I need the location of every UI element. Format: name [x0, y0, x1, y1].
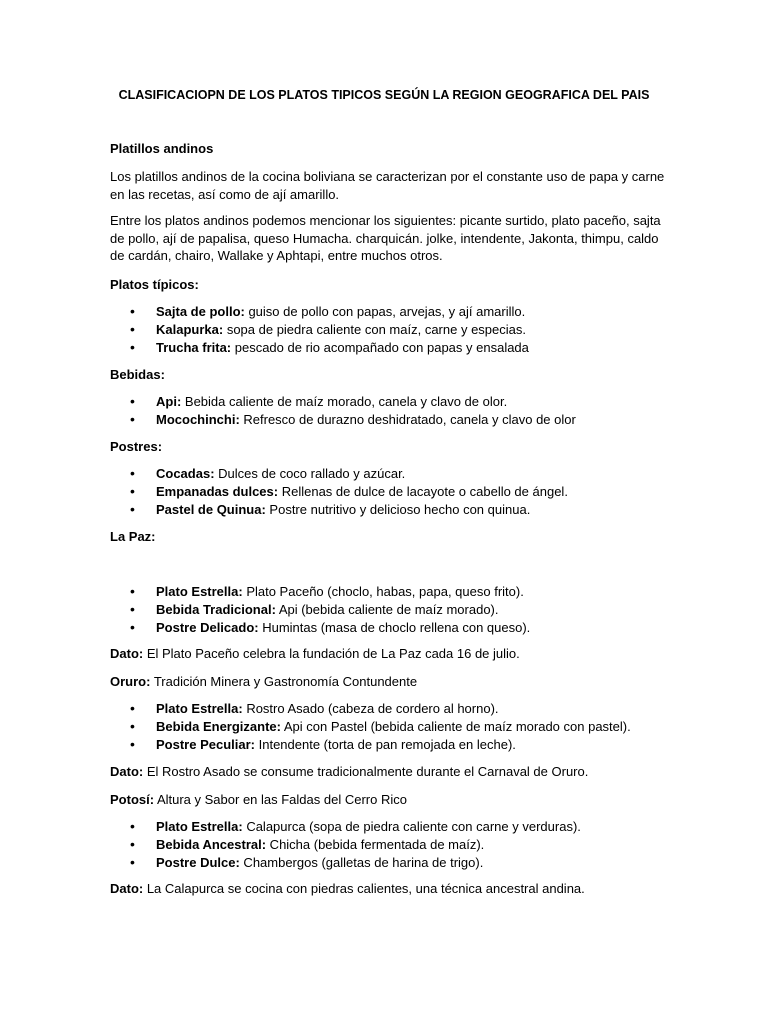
list-item — [110, 411, 670, 429]
paragraph-andinos-list: Entre los platos andinos podemos mencionar los siguientes: picante surtido, plato paceño, sajta de pollo, ají de papalisa, queso Humacha. charquicán. jolke, intendente, Jakonta, thimpu, caldo de cardán, chairo, Wallake y Aphtapi, entre muchos otros. — [110, 213, 661, 263]
dato-label: Dato: — [110, 881, 144, 896]
section-heading-potosi — [110, 791, 670, 809]
item-text: Plato Paceño (choclo, habas, papa, queso frito). — [242, 584, 524, 599]
bullet-icon: • — [130, 700, 135, 716]
item-term: Postre Peculiar: — [156, 737, 255, 752]
bullet-icon: • — [130, 619, 135, 635]
dato-label: Dato: — [110, 646, 144, 661]
item-text: guiso de pollo con papas, arvejas, y ají amarillo. — [244, 304, 526, 319]
list-item — [110, 393, 670, 411]
item-term: Plato Estrella: — [156, 584, 243, 599]
region-name: Oruro: — [110, 674, 151, 689]
item-term: Bebida Tradicional: — [156, 602, 276, 617]
item-text: Chicha (bebida fermentada de maíz). — [266, 837, 485, 852]
platos-list — [110, 303, 670, 357]
list-item — [110, 601, 670, 619]
postres-list — [110, 465, 670, 519]
list-item — [110, 465, 670, 483]
item-term: Plato Estrella: — [156, 701, 243, 716]
section-heading-oruro — [110, 673, 670, 691]
bullet-icon: • — [130, 501, 135, 517]
list-item — [110, 736, 670, 754]
potosi-list — [110, 818, 670, 872]
item-term: Cocadas: — [156, 466, 215, 481]
dato-text: El Plato Paceño celebra la fundación de La Paz cada 16 de julio. — [143, 646, 520, 661]
section-heading-platos: Platos típicos: — [110, 277, 199, 292]
item-term: Api: — [156, 394, 182, 409]
section-heading-postres: Postres: — [110, 439, 163, 454]
region-name: Potosí: — [110, 792, 155, 807]
item-text: Rostro Asado (cabeza de cordero al horno). — [242, 701, 499, 716]
item-text: Refresco de durazno deshidratado, canela y clavo de olor — [239, 412, 576, 427]
list-item — [110, 321, 670, 339]
bullet-icon: • — [130, 303, 135, 319]
item-text: pescado de rio acompañado con papas y ensalada — [231, 340, 529, 355]
bullet-icon: • — [130, 836, 135, 852]
bullet-icon: • — [130, 718, 135, 734]
bullet-icon: • — [130, 601, 135, 617]
item-text: Calapurca (sopa de piedra caliente con carne y verduras). — [242, 819, 581, 834]
item-term: Mocochinchi: — [156, 412, 240, 427]
bebidas-list — [110, 393, 670, 429]
list-item — [110, 501, 670, 519]
item-term: Trucha frita: — [156, 340, 232, 355]
paragraph-andinos-intro: Los platillos andinos de la cocina boliviana se caracterizan por el constante uso de papa y carne en las recetas, así como de ají amarillo. — [110, 169, 665, 202]
bullet-icon: • — [130, 393, 135, 409]
oruro-list — [110, 700, 670, 754]
bullet-icon: • — [130, 321, 135, 337]
dato-label: Dato: — [110, 764, 144, 779]
item-text: Api con Pastel (bebida caliente de maíz morado con pastel). — [280, 719, 631, 734]
dato-text: El Rostro Asado se consume tradicionalmente durante el Carnaval de Oruro. — [143, 764, 589, 779]
list-item — [110, 818, 670, 836]
item-term: Bebida Ancestral: — [156, 837, 267, 852]
item-text: Rellenas de dulce de lacayote o cabello de ángel. — [278, 484, 568, 499]
dato-text: La Calapurca se cocina con piedras calientes, una técnica ancestral andina. — [143, 881, 585, 896]
list-item — [110, 483, 670, 501]
region-subtitle: Altura y Sabor en las Faldas del Cerro Rico — [154, 792, 407, 807]
item-term: Kalapurka: — [156, 322, 224, 337]
list-item — [110, 700, 670, 718]
bullet-icon: • — [130, 736, 135, 752]
item-text: Dulces de coco rallado y azúcar. — [214, 466, 406, 481]
section-heading-bebidas: Bebidas: — [110, 367, 165, 382]
list-item — [110, 836, 670, 854]
item-term: Sajta de pollo: — [156, 304, 245, 319]
bullet-icon: • — [130, 411, 135, 427]
section-heading-la-paz: La Paz: — [110, 529, 156, 544]
bullet-icon: • — [130, 583, 135, 599]
bullet-icon: • — [130, 339, 135, 355]
oruro-dato — [110, 763, 670, 781]
item-text: Humintas (masa de choclo rellena con queso). — [258, 620, 531, 635]
bullet-icon: • — [130, 465, 135, 481]
item-text: Chambergos (galletas de harina de trigo). — [239, 855, 484, 870]
item-text: Postre nutritivo y delicioso hecho con quinua. — [265, 502, 531, 517]
list-item — [110, 303, 670, 321]
item-text: sopa de piedra caliente con maíz, carne y especias. — [223, 322, 526, 337]
item-term: Postre Dulce: — [156, 855, 240, 870]
item-term: Postre Delicado: — [156, 620, 259, 635]
list-item — [110, 339, 670, 357]
item-term: Plato Estrella: — [156, 819, 243, 834]
item-term: Empanadas dulces: — [156, 484, 279, 499]
list-item — [110, 854, 670, 872]
document-title: CLASIFICACIOPN DE LOS PLATOS TIPICOS SEGÚN LA REGION GEOGRAFICA DEL PAIS — [118, 88, 650, 102]
list-item — [110, 583, 670, 601]
item-text: Intendente (torta de pan remojada en leche). — [255, 737, 516, 752]
item-text: Api (bebida caliente de maíz morado). — [275, 602, 499, 617]
potosi-dato — [110, 880, 670, 898]
bullet-icon: • — [130, 854, 135, 870]
list-item — [110, 619, 670, 637]
item-text: Bebida caliente de maíz morado, canela y clavo de olor. — [181, 394, 508, 409]
la-paz-list — [110, 583, 670, 637]
section-heading-andinos: Platillos andinos — [110, 141, 214, 156]
region-subtitle: Tradición Minera y Gastronomía Contundente — [150, 674, 418, 689]
bullet-icon: • — [130, 483, 135, 499]
item-term: Bebida Energizante: — [156, 719, 281, 734]
item-term: Pastel de Quinua: — [156, 502, 266, 517]
la-paz-dato — [110, 645, 670, 663]
list-item — [110, 718, 670, 736]
bullet-icon: • — [130, 818, 135, 834]
